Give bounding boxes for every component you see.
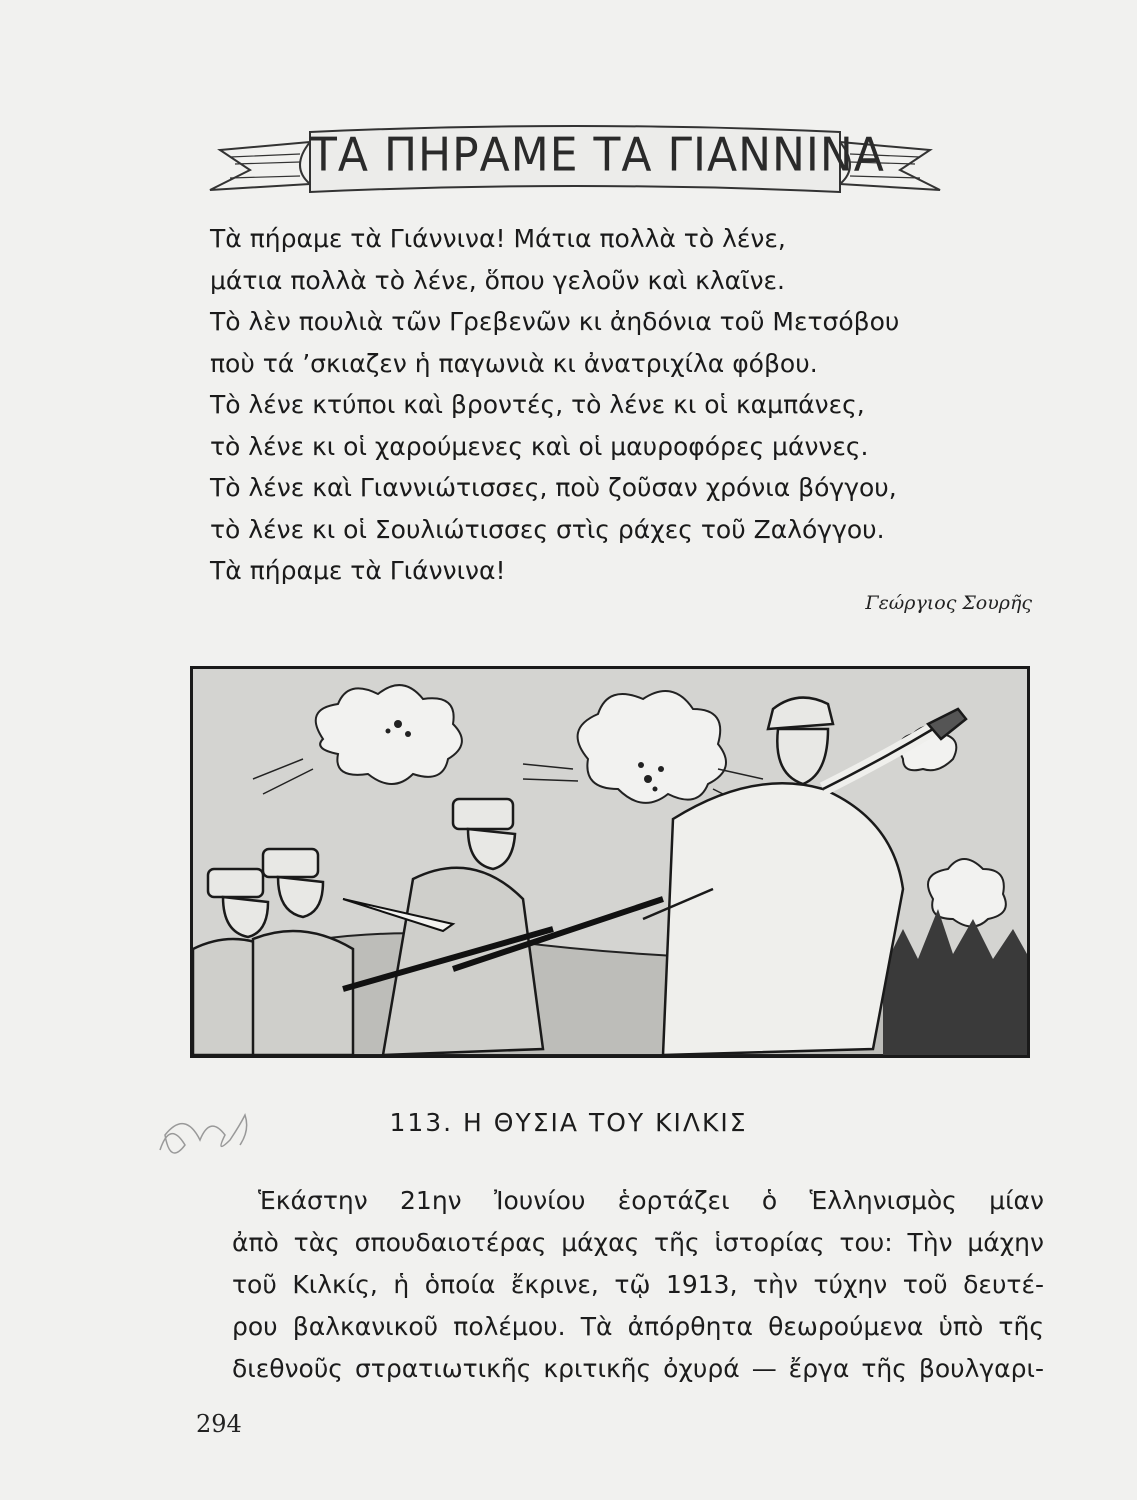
page-number: 294 <box>196 1410 242 1438</box>
poem-author: Γεώργιος Σουρῆς <box>865 592 1032 614</box>
section-heading: 113. Η ΘΥΣΙΑ ΤΟΥ ΚΙΛΚΙΣ <box>389 1108 748 1137</box>
poem-line: μάτια πολλὰ τὸ λένε, ὅπου γελοῦν καὶ κλαῖνε. <box>210 265 785 295</box>
poem-line: Τὸ λὲν πουλιὰ τῶν Γρεβενῶν κι ἀηδόνια τοῦ Μετσόβου <box>210 307 900 336</box>
title-banner <box>190 112 960 217</box>
poem <box>210 218 1040 592</box>
battle-scene-drawing <box>193 669 1027 1055</box>
banner-title: ΤΑ ΠΗΡΑΜΕ ΤΑ ΓΙΑΝΝΙΝΑ <box>310 128 885 183</box>
body-paragraph <box>232 1180 1044 1390</box>
body-line: ἀπὸ τὰς σπουδαιοτέρας μάχας τῆς ἱστορίας του: Τὴν μάχην <box>232 1228 1044 1257</box>
poem-line: Τὸ λένε καὶ Γιαννιώτισσες, ποὺ ζοῦσαν χρόνια βόγγου, <box>210 473 897 502</box>
poem-line: ποὺ τά ’σκιαζεν ἡ παγωνιὰ κι ἀνατριχίλα φόβου. <box>210 348 818 378</box>
body-line: Ἑκάστην 21ην Ἰουνίου ἑορτάζει ὁ Ἑλληνισμὸς μίαν <box>258 1186 1044 1215</box>
poem-line: Τὰ πήραμε τὰ Γιάννινα! Μάτια πολλὰ τὸ λένε, <box>210 224 786 253</box>
poem-line: τὸ λένε κι οἱ χαρούμενες καὶ οἱ μαυροφόρες μάννες. <box>210 431 869 461</box>
body-line: τοῦ Κιλκίς, ἡ ὁποία ἔκρινε, τῷ 1913, τὴν τύχην τοῦ δευτέ- <box>232 1270 1044 1299</box>
body-line: ρου βαλκανικοῦ πολέμου. Τὰ ἀπόρθητα θεωρούμενα ὑπὸ τῆς <box>232 1312 1044 1341</box>
battle-illustration <box>190 666 1030 1058</box>
poem-line: Τὸ λένε κτύποι καὶ βροντές, τὸ λένε κι οἱ καμπάνες, <box>210 390 865 419</box>
body-line: διεθνοῦς στρατιωτικῆς κριτικῆς ὀχυρά — ἔργα τῆς βουλγαρι- <box>232 1354 1044 1383</box>
poem-line: Τὰ πήραμε τὰ Γιάννινα! <box>210 556 506 585</box>
poem-line: τὸ λένε κι οἱ Σουλιώτισσες στὶς ράχες τοῦ Ζαλόγγου. <box>210 514 885 544</box>
